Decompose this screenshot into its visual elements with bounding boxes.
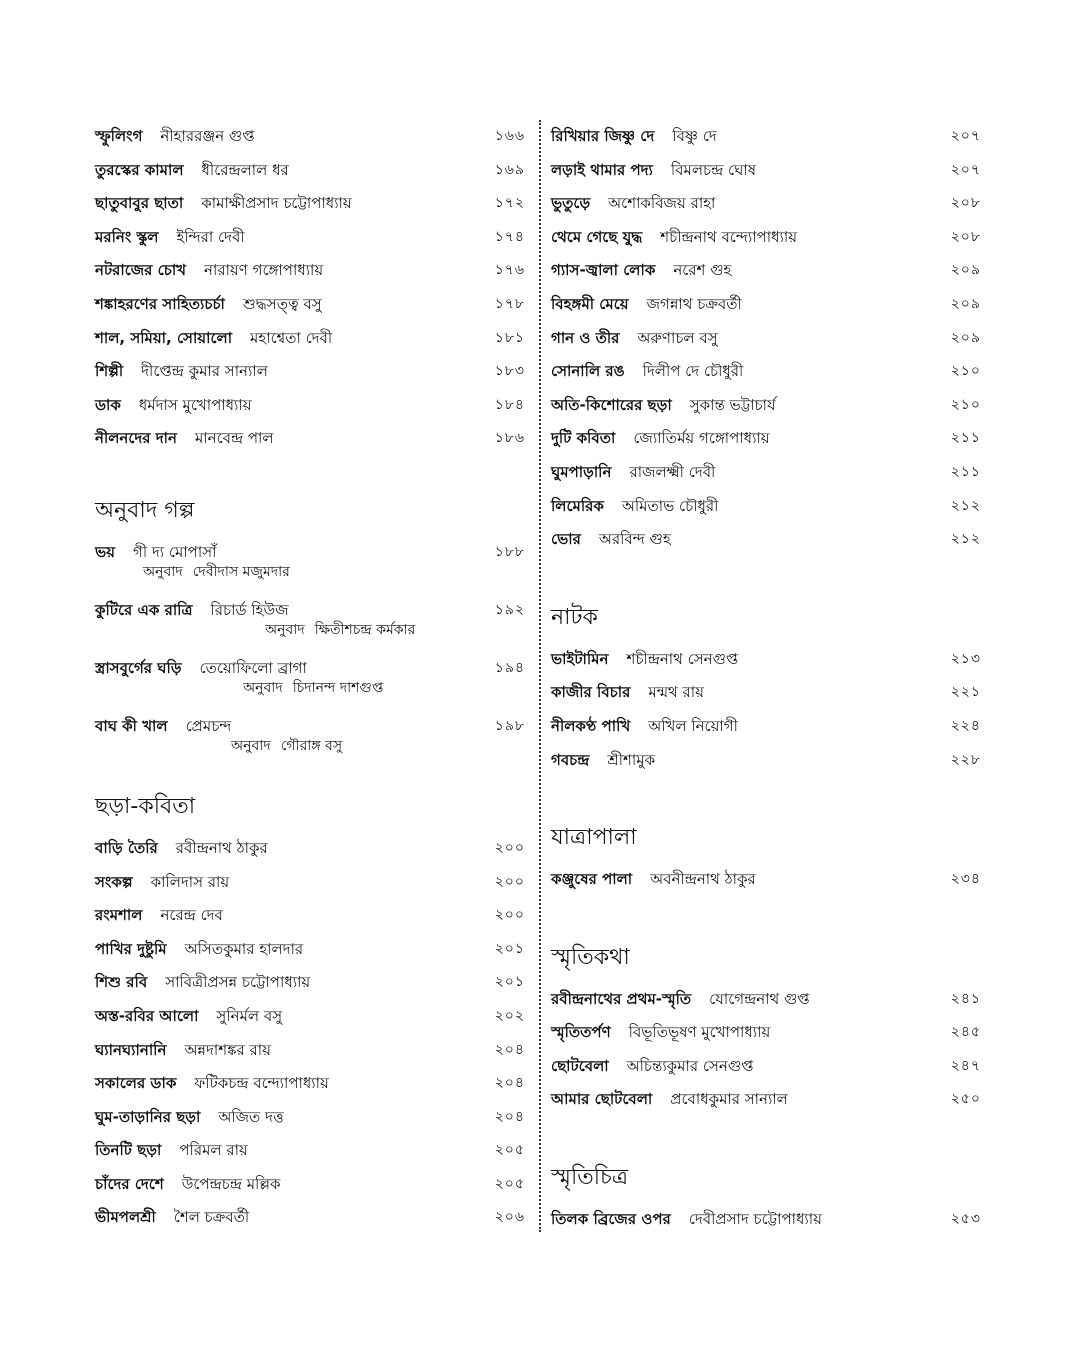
toc-entry[interactable] [95,154,525,188]
entry-author: দিলীপ দে চৌধুরী [642,362,744,381]
entry-title: অস্ত-রবির আলো [95,1006,199,1025]
entry-author: অবনীন্দ্রনাথ ঠাকুর [650,870,756,889]
entry-translator [143,560,290,584]
toc-entry[interactable] [551,355,981,389]
entry-page: ২০১ [494,974,525,991]
entry-page: ২০৯ [950,295,981,312]
entry-page: ২০০ [494,907,525,924]
section-heading-drama: নাটক [551,604,598,630]
translated-stories-list [95,536,525,768]
entry-page: ২১০ [950,396,981,413]
toc-entry[interactable] [95,1134,525,1168]
toc-entry[interactable] [95,322,525,356]
column-divider [539,120,541,1232]
entry-title: শাল, সমিয়া, সোয়ালো [95,328,233,347]
toc-entry[interactable] [551,389,981,423]
entry-author: রবীন্দ্রনাথ ঠাকুর [175,838,268,857]
section-heading-memoir: স্মৃতিকথা [551,944,630,970]
entry-author: অরুণাচল বসু [637,328,718,347]
entry-author: উপেন্দ্রচন্দ্র মল্লিক [181,1174,281,1193]
entry-page: ১৮৬ [494,430,525,447]
entry-title: ভোর [551,530,581,549]
entry-page: ২০৯ [950,329,981,346]
entry-title: শিল্পী [95,362,124,381]
entry-author: ইন্দিরা দেবী [176,227,245,246]
entry-author: কালিদাস রায় [150,872,230,891]
entry-author: নরেশ গুহ [673,261,732,280]
toc-entry[interactable] [551,1050,981,1084]
entry-title: নীলকণ্ঠ পাখি [551,716,631,735]
toc-entry[interactable] [95,866,525,900]
entry-author: রাজলক্ষ্মী দেবী [629,462,716,481]
toc-entry[interactable] [95,120,525,154]
toc-entry[interactable] [95,933,525,967]
toc-entry[interactable] [551,456,981,490]
entry-author: ফটিকচন্দ্র বন্দ্যোপাধ্যায় [194,1074,329,1093]
toc-entry[interactable] [95,1201,525,1235]
entry-page: ১৬৯ [494,161,525,178]
toc-entry[interactable] [551,221,981,255]
entry-page: ২০৪ [494,1108,525,1125]
entry-author: পরিমল রায় [179,1141,248,1160]
toc-entry[interactable] [95,389,525,423]
entry-title: লিমেরিক [551,496,604,515]
entry-author: সুকান্ত ভট্টাচার্য [689,395,776,414]
translator-name: দেবীদাস মজুমদার [192,563,290,580]
entry-author: ধর্মদাস মুখোপাধ্যায় [138,395,252,414]
entry-author: জ্যোতির্ময় গঙ্গোপাধ্যায় [633,429,770,448]
toc-entry[interactable] [95,221,525,255]
entry-title: বিহঙ্গমী মেয়ে [551,294,629,313]
entry-title: অতি-কিশোরের ছড়া [551,395,672,414]
entry-title: স্ফুলিংগ [95,127,143,145]
toc-entry[interactable] [551,710,981,744]
entry-title: স্মৃতিতর্পণ [551,1023,611,1042]
entry-page: ২৩৪ [950,871,981,888]
entry-page: ২৪১ [950,990,981,1007]
entry-page: ১৭৪ [494,228,525,245]
entry-page: ১৭৬ [494,262,525,279]
entry-author: শচীন্দ্রনাথ সেনগুপ্ত [626,649,739,668]
entry-author: শচীন্দ্রনাথ বন্দ্যোপাধ্যায় [660,227,798,246]
entry-page: ২১১ [950,430,981,447]
entry-title: রিখিয়ার জিষ্ণু দে [551,127,655,145]
entry-author: নরেন্দ্র দেব [160,906,223,925]
toc-entry[interactable] [95,1101,525,1135]
entry-author: অমিতাভ চৌধুরী [621,496,719,515]
entry-title: গান ও তীর [551,328,620,347]
entry-title: ছোটবেলা [551,1056,609,1075]
entry-author: অন্নদাশঙ্কর রায় [184,1040,271,1059]
entry-translator [265,618,415,642]
left-column [95,120,525,1235]
entry-author: অজিত দত্ত [218,1107,284,1126]
entry-title: দুটি কবিতা [551,429,616,448]
entry-title: ডাক [95,395,121,414]
entry-page: ১৯৮ [494,717,525,734]
toc-entry[interactable] [95,254,525,288]
entry-page: ১৮১ [494,329,525,346]
entry-page: ২০৫ [494,1175,525,1192]
story-list [95,120,525,456]
entry-page: ২০৫ [494,1142,525,1159]
toc-entry[interactable] [551,1016,981,1050]
toc-entry[interactable] [95,536,525,594]
toc-entry[interactable] [551,523,981,557]
entry-page: ১৯৪ [494,659,525,676]
entry-author: যোগেন্দ্রনাথ গুপ্ত [709,989,810,1008]
memoir-list [551,983,981,1117]
entry-page: ২০৪ [494,1075,525,1092]
entry-author: বিষ্ণু দে [672,127,717,145]
section-heading-rhymes-poems: ছড়া-কবিতা [95,793,196,819]
toc-entry[interactable] [551,422,981,456]
drama-list [551,643,981,777]
entry-page: ১৮৪ [494,396,525,413]
entry-title: সকালের ডাক [95,1074,177,1093]
entry-title: গ্যাস-জ্বালা লোক [551,261,656,280]
entry-page: ২৫০ [950,1091,981,1108]
entry-author: অরবিন্দ গুহ [598,530,671,549]
toc-entry[interactable] [95,355,525,389]
entry-author: তেয়োফিলো ব্রাগা [199,658,307,677]
entry-page: ২০৮ [950,195,981,212]
entry-title: নটরাজের চোখ [95,261,187,280]
entry-page: ২১১ [950,463,981,480]
entry-author: অখিল নিয়োগী [648,716,738,735]
entry-page: ২২১ [950,684,981,701]
toc-entry[interactable] [551,863,981,897]
entry-page: ২১০ [950,363,981,380]
entry-author: বিমলচন্দ্র ঘোষ [670,160,757,179]
entry-author: বিভূতিভূষণ মুখোপাধ্যায় [628,1023,771,1042]
entry-title: ভীমপলশ্রী [95,1208,156,1227]
entry-title: কাজীর বিচার [551,683,631,702]
toc-entry[interactable] [95,899,525,933]
toc-entry[interactable] [551,288,981,322]
entry-author: মানবেন্দ্র পাল [194,429,274,448]
entry-title: লড়াই থামার পদ্য [551,160,653,179]
entry-title: সংকল্প [95,872,133,891]
sketch-list [551,1203,981,1237]
toc-entry[interactable] [95,1034,525,1068]
entry-title: বাঘ কী খাল [95,716,168,735]
entry-title: তিলক ব্রিজের ওপর [551,1210,671,1229]
entry-title: তুরস্কের কামাল [95,160,184,179]
entry-page: ১৬৬ [494,128,525,144]
entry-page: ২২৮ [950,751,981,768]
right-column [551,120,981,1237]
toc-entry[interactable] [551,322,981,356]
entry-title: ঘ্যানঘ্যানানি [95,1040,167,1059]
entry-author: সুনির্মল বসু [216,1006,283,1025]
entry-page: ১৯২ [494,601,525,618]
entry-page: ২১২ [950,531,981,548]
rhymes-poems-list [95,832,525,1235]
entry-page: ২১২ [950,497,981,514]
entry-title: শঙ্কাহরণের সাহিত্যচর্চা [95,294,225,313]
entry-page: ২০৬ [494,1209,525,1226]
entry-author: কামাক্ষীপ্রসাদ চট্টোপাধ্যায় [201,194,352,213]
entry-author: প্রেমচন্দ [185,716,232,735]
poem-list [551,120,981,557]
translator-name: চিদানন্দ দাশগুপ্ত [292,679,384,696]
entry-page: ১৭২ [494,195,525,212]
translator-label: অনুবাদ [143,563,183,580]
entry-page: ২০২ [494,1007,525,1024]
translator-label: অনুবাদ [231,737,271,754]
toc-entry[interactable] [95,710,525,768]
entry-page: ২২৪ [950,717,981,734]
entry-author: জগন্নাথ চক্রবর্তী [646,294,742,313]
entry-title: ভাইটামিন [551,649,609,668]
toc-entry[interactable] [551,187,981,221]
entry-author: দেবীপ্রসাদ চট্টোপাধ্যায় [688,1210,822,1229]
toc-entry[interactable] [551,120,981,154]
entry-page: ১৭৮ [494,295,525,312]
entry-page: ১৮৮ [494,543,525,560]
entry-page: ২১৩ [950,650,981,667]
entry-title: রবীন্দ্রনাথের প্রথম-স্মৃতি [551,989,692,1008]
toc-entry[interactable] [95,1000,525,1034]
translator-name: গৌরাঙ্গ বসু [280,737,343,754]
entry-page: ১৮৩ [494,363,525,380]
entry-page: ২৫৩ [950,1211,981,1228]
toc-entry[interactable] [95,594,525,652]
entry-title: বাড়ি তৈরি [95,838,158,857]
entry-title: কঞ্জুষের পালা [551,870,633,889]
translator-label: অনুবাদ [265,621,305,638]
entry-title: শিশু রবি [95,973,148,992]
entry-translator [231,734,342,758]
toc-entry[interactable] [551,744,981,778]
entry-title: তিনটি ছড়া [95,1141,162,1160]
entry-title: চাঁদের দেশে [95,1174,164,1193]
entry-author: নারায়ণ গঙ্গোপাধ্যায় [204,261,324,280]
entry-author: দীপ্তেন্দ্র কুমার সান্যাল [141,362,268,381]
entry-author: প্রবোধকুমার সান্যাল [670,1090,788,1109]
entry-title: গবচন্দ্র [551,750,590,769]
entry-author: ধীরেন্দ্রলাল ধর [201,160,289,179]
toc-entry[interactable] [95,1067,525,1101]
toc-entry[interactable] [551,676,981,710]
entry-author: অচিন্ত্যকুমার সেনগুপ্ত [626,1056,754,1075]
toc-entry[interactable] [95,652,525,710]
entry-title: ভয় [95,542,116,561]
entry-title: থেমে গেছে যুদ্ধ [551,227,643,246]
entry-author: গী দ্য মোপাসাঁ [133,542,217,561]
entry-author: মন্মথ রায় [648,683,704,702]
entry-title: কুটিরে এক রাত্রি [95,600,193,619]
entry-author: শুদ্ধসত্ত্ব বসু [242,294,322,313]
toc-entry[interactable] [551,983,981,1017]
translator-label: অনুবাদ [243,679,283,696]
entry-page: ২০৭ [950,128,981,144]
entry-page: ২০০ [494,873,525,890]
entry-page: ২০৭ [950,161,981,178]
entry-page: ২০১ [494,940,525,957]
entry-page: ২৪৫ [950,1024,981,1041]
entry-title: নীলনদের দান [95,429,177,448]
entry-page: ২৪৭ [950,1057,981,1074]
entry-page: ২০৮ [950,228,981,245]
entry-title: ভুতুড়ে [551,194,591,213]
entry-translator [243,676,383,700]
section-heading-translated-stories: অনুবাদ গল্প [95,497,195,523]
entry-page: ২০৯ [950,262,981,279]
jatra-list [551,863,981,897]
toc-entry[interactable] [95,1168,525,1202]
entry-title: স্ত্রাসবুর্গের ঘড়ি [95,658,182,677]
entry-author: সাবিত্রীপ্রসন্ন চট্টোপাধ্যায় [165,973,311,992]
toc-entry[interactable] [95,832,525,866]
entry-title: ছাতুবাবুর ছাতা [95,194,184,213]
entry-author: নীহাররঞ্জন গুপ্ত [160,127,255,145]
entry-title: মরনিং স্কুল [95,227,159,246]
entry-author: শ্রীশামুক [607,750,656,769]
entry-author: শৈল চক্রবর্তী [173,1208,250,1227]
toc-entry[interactable] [551,1083,981,1117]
toc-entry[interactable] [551,490,981,524]
entry-title: ঘুম-তাড়ানির ছড়া [95,1107,201,1126]
toc-entry[interactable] [551,1203,981,1237]
entry-author: অসিতকুমার হালদার [184,939,304,958]
entry-title: সোনালি রঙ [551,362,625,381]
entry-author: রিচার্ড হিউজ [210,600,289,619]
toc-entry[interactable] [95,187,525,221]
entry-title: রংমশাল [95,906,143,925]
entry-author: অশোকবিজয় রাহা [608,194,716,213]
translator-name: ক্ষিতীশচন্দ্র কর্মকার [314,621,416,638]
toc-entry[interactable] [551,643,981,677]
entry-title: আমার ছোটবেলা [551,1090,653,1109]
entry-title: ঘুমপাড়ানি [551,462,612,481]
toc-entry[interactable] [95,288,525,322]
toc-entry[interactable] [551,154,981,188]
section-heading-jatra: যাত্রাপালা [551,825,637,851]
entry-author: মহাশ্বেতা দেবী [250,328,333,347]
entry-title: পাখির দুষ্টুমি [95,939,167,958]
entry-page: ২০৪ [494,1041,525,1058]
toc-entry[interactable] [95,966,525,1000]
toc-entry[interactable] [95,422,525,456]
section-heading-sketch: স্মৃতিচিত্র [551,1165,629,1191]
toc-entry[interactable] [551,254,981,288]
entry-page: ২০০ [494,839,525,856]
